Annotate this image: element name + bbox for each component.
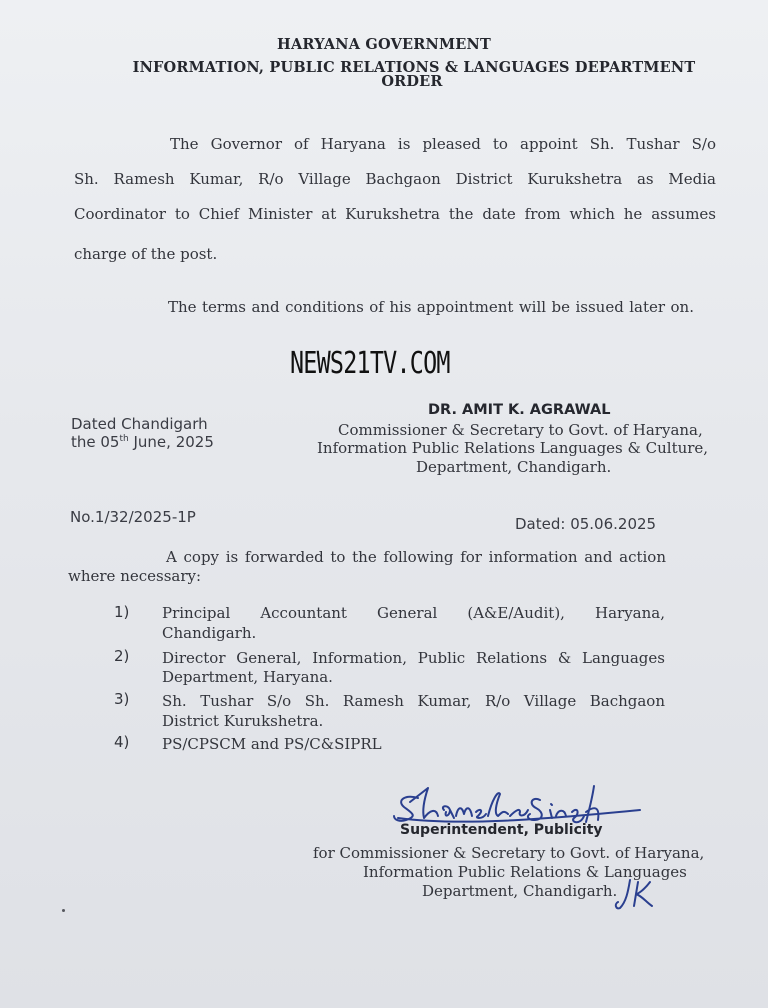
watermark-news21tv: NEWS21TV.COM — [290, 346, 450, 381]
dated-suffix: th — [119, 434, 129, 444]
dated-day: the 05 — [71, 433, 120, 451]
handwritten-initials — [612, 876, 656, 912]
copy-item-3-line-1: Sh. Tushar S/o Sh. Ramesh Kumar, R/o Village Bachgaon — [162, 692, 665, 710]
signatory-line-2: Information Public Relations Languages & Culture, — [317, 439, 709, 457]
header-department: INFORMATION, PUBLIC RELATIONS & LANGUAGES DEPARTMENT — [132, 59, 696, 76]
signatory-name: DR. AMIT K. AGRAWAL — [428, 402, 611, 418]
order-text-line-4: charge of the post. — [74, 245, 218, 263]
footer-line-1: for Commissioner & Secretary to Govt. of Haryana, — [313, 844, 705, 862]
copy-intro-line-2: where necessary: — [68, 567, 202, 585]
footer-line-3: Department, Chandigarh. — [422, 882, 618, 900]
copy-intro-line-1: A copy is forwarded to the following for information and action — [166, 548, 666, 566]
copy-item-4-number: 4) — [114, 733, 130, 751]
copy-item-2-line-1: Director General, Information, Public Relations & Languages — [162, 649, 665, 667]
memo-number: No.1/32/2025-1P — [70, 508, 196, 526]
header-order: ORDER — [381, 73, 443, 90]
order-text-line-1: The Governor of Haryana is pleased to appoint Sh. Tushar S/o — [170, 135, 716, 153]
copy-item-4-line-1: PS/CPSCM and PS/C&SIPRL — [162, 735, 382, 753]
terms-text: The terms and conditions of his appointment will be issued later on. — [168, 298, 694, 316]
copy-item-2-line-2: Department, Haryana. — [162, 668, 333, 686]
memo-date: Dated: 05.06.2025 — [515, 515, 657, 533]
header-government: HARYANA GOVERNMENT — [277, 36, 491, 53]
paper-speck — [62, 909, 65, 912]
footer-line-2: Information Public Relations & Languages — [363, 863, 687, 881]
signatory-line-1: Commissioner & Secretary to Govt. of Haryana, — [338, 421, 703, 439]
copy-item-1-line-2: Chandigarh. — [162, 624, 257, 642]
copy-item-3-line-2: District Kurukshetra. — [162, 712, 324, 730]
dated-month-year: June, 2025 — [128, 433, 214, 451]
order-text-line-3: Coordinator to Chief Minister at Kurukshetra the date from which he assumes — [74, 205, 716, 223]
copy-item-1-line-1: Principal Accountant General (A&E/Audit), Haryana, — [162, 604, 665, 622]
signatory-line-3: Department, Chandigarh. — [416, 458, 612, 476]
copy-item-2-number: 2) — [114, 647, 130, 665]
dated-place: Dated Chandigarh — [71, 415, 208, 433]
footer-title: Superintendent, Publicity — [400, 822, 603, 838]
copy-item-3-number: 3) — [114, 690, 130, 708]
order-text-line-2: Sh. Ramesh Kumar, R/o Village Bachgaon District Kurukshetra as Media — [74, 170, 716, 188]
copy-item-1-number: 1) — [114, 603, 130, 621]
dated-date — [71, 433, 214, 451]
